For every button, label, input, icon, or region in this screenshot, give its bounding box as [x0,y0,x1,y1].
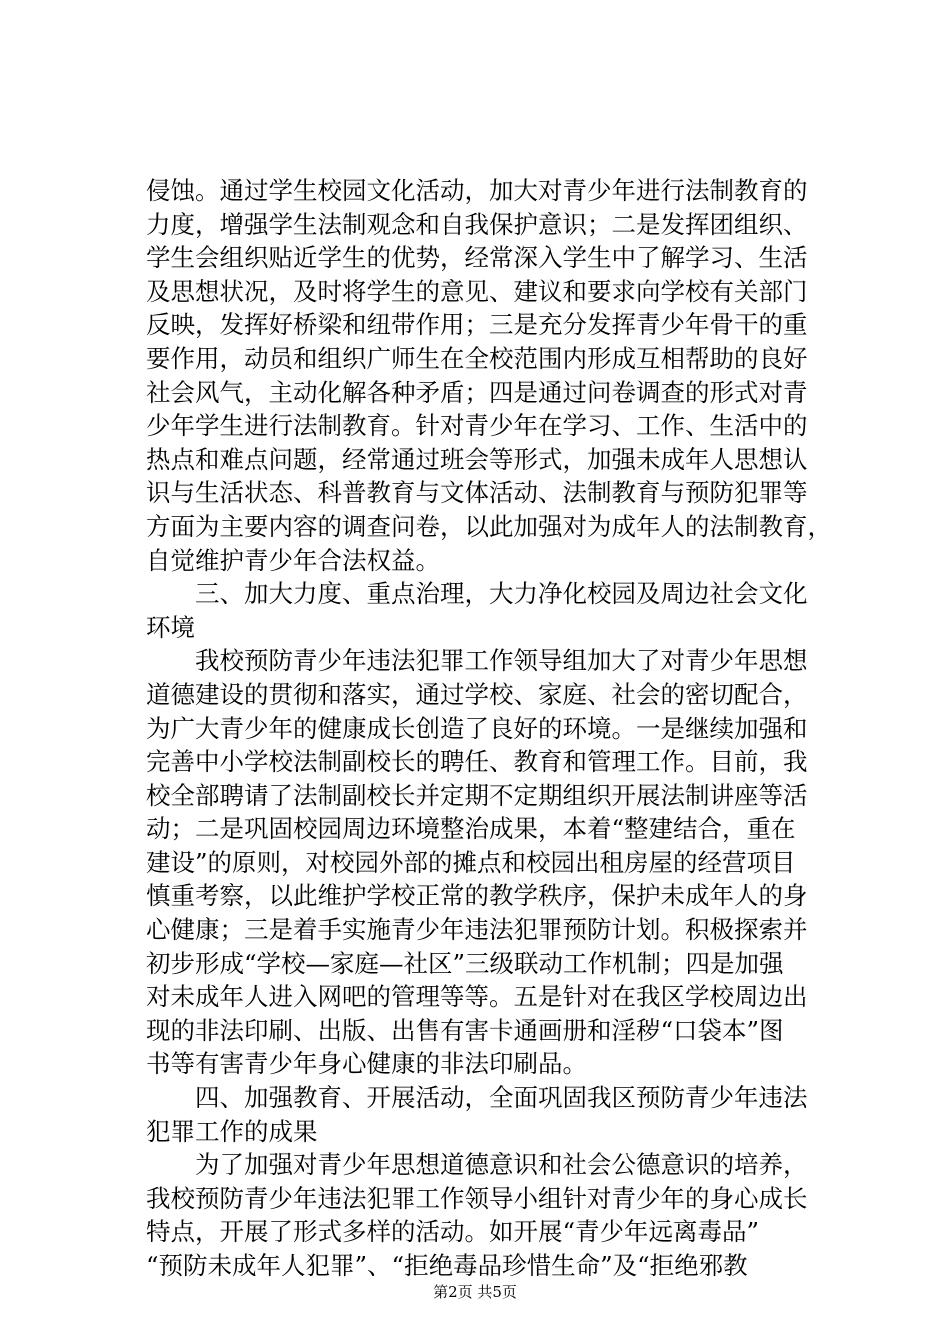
text-line: 建设”的原则，对校园外部的摊点和校园出租房屋的经营项目 [146,847,796,877]
text-line: 少年学生进行法制教育。针对青少年在学习、工作、生活中的 [146,411,808,441]
page-footer: 第2页 共5页 [433,1283,517,1301]
text-line: 学生会组织贴近学生的优势，经常深入学生中了解学习、生活 [146,243,808,273]
text-line: 方面为主要内容的调查问卷，以此加强对为成年人的法制教育， [146,511,832,541]
text-line: 为了加强对青少年思想道德意识和社会公德意识的培养， [146,1150,808,1180]
text-line: 现的非法印刷、出版、出售有害卡通画册和淫秽“口袋本”图 [146,1015,784,1045]
text-line: “预防未成年人犯罪”、“拒绝毒品珍惜生命”及“拒绝邪教 [146,1251,748,1280]
text-line: 侵蚀。通过学生校园文化活动，加大对青少年进行法制教育的 [146,176,808,205]
text-line: 我校预防青少年违法犯罪工作领导小组针对青少年的身心成长 [146,1183,808,1213]
text-line: 书等有害青少年身心健康的非法印刷品。 [146,1049,587,1079]
text-line: 对未成年人进入网吧的管理等等。五是针对在我区学校周边出 [146,982,808,1012]
text-line: 为广大青少年的健康成长创造了良好的环境。一是继续加强和 [146,713,808,743]
text-line: 自觉维护青少年合法权益。 [146,545,440,575]
body-text [146,174,836,1283]
text-line: 心健康；三是着手实施青少年违法犯罪预防计划。积极探索并 [146,915,808,945]
text-line: 热点和难点问题，经常通过班会等形式，加强未成年人思想认 [146,444,808,474]
text-line: 道德建设的贯彻和落实，通过学校、家庭、社会的密切配合， [146,679,808,709]
text-line: 识与生活状态、科普教育与文体活动、法制教育与预防犯罪等 [146,478,808,508]
text-line: 四、加强教育、开展活动，全面巩固我区预防青少年违法 [146,1083,808,1113]
text-line: 完善中小学校法制副校长的聘任、教育和管理工作。目前，我 [146,747,808,777]
text-line: 特点，开展了形式多样的活动。如开展“青少年远离毒品” [146,1217,760,1247]
text-line: 慎重考察，以此维护学校正常的教学秩序，保护未成年人的身 [146,881,808,911]
text-line: 初步形成“学校—家庭—社区”三级联动工作机制；四是加强 [146,948,784,978]
text-line: 犯罪工作的成果 [146,1116,318,1146]
text-line: 力度，增强学生法制观念和自我保护意识；二是发挥团组织、 [146,209,808,239]
text-line: 我校预防青少年违法犯罪工作领导组加大了对青少年思想 [146,646,808,676]
text-line: 要作用，动员和组织广师生在全校范围内形成互相帮助的良好 [146,343,808,373]
text-line: 动；二是巩固校园周边环境整治成果，本着“整建结合，重在 [146,814,796,844]
text-line: 校全部聘请了法制副校长并定期不定期组织开展法制讲座等活 [146,780,808,810]
text-line: 社会风气，主动化解各种矛盾；四是通过问卷调查的形式对青 [146,377,808,407]
text-line: 及思想状况，及时将学生的意见、建议和要求向学校有关部门 [146,276,808,306]
text-line: 环境 [146,612,195,642]
text-line: 反映，发挥好桥梁和纽带作用；三是充分发挥青少年骨干的重 [146,310,808,340]
text-line: 三、加大力度、重点治理，大力净化校园及周边社会文化 [146,579,808,609]
